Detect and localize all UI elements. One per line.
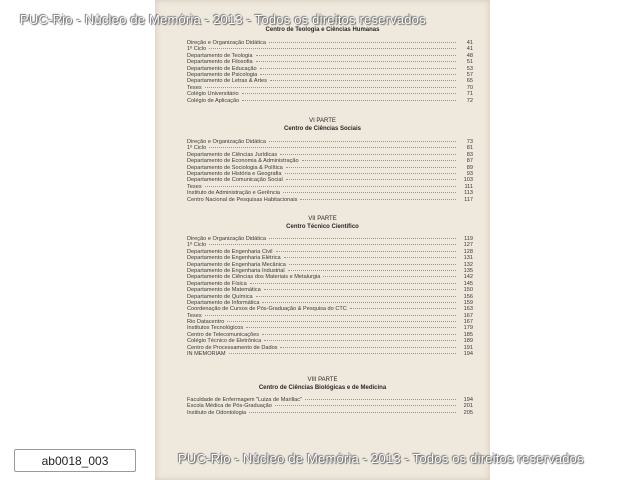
- toc-entry-label: Teses: [187, 183, 202, 190]
- section-part-vi: VI PARTE: [309, 118, 336, 124]
- toc-entry-page: 70: [466, 84, 473, 91]
- toc-leader-dots: [249, 412, 456, 413]
- watermark-top: PUC-Rio - Núcleo de Memória - 2013 - Todos os direitos reservados: [20, 12, 426, 27]
- toc-leader-dots: [242, 100, 456, 101]
- toc-list-biologicas-medicina: [187, 397, 473, 416]
- section-title-teologia: Centro de Teologia e Ciências Humanas: [265, 27, 380, 33]
- toc-entry-page: 156: [463, 293, 473, 300]
- toc-leader-dots: [286, 179, 456, 180]
- toc-entry: [187, 197, 473, 203]
- toc-leader-dots: [269, 42, 456, 43]
- toc-list-teologia: [187, 40, 473, 104]
- toc-entry-page: 194: [463, 351, 473, 358]
- toc-entry-page: 72: [466, 97, 473, 104]
- toc-entry-label: Departamento de Sociologia & Política: [187, 164, 283, 171]
- toc-entry-page: 89: [466, 164, 473, 171]
- toc-entry-page: 93: [466, 170, 473, 177]
- toc-entry-page: 48: [466, 52, 473, 59]
- toc-entry-label: Colégio de Aplicação: [187, 97, 240, 104]
- toc-entry-page: 185: [463, 331, 473, 338]
- toc-leader-dots: [262, 334, 456, 335]
- toc-leader-dots: [300, 199, 456, 200]
- toc-entry-page: 159: [463, 299, 473, 306]
- toc-entry-label: Direção e Organização Didática: [187, 40, 266, 46]
- toc-entry-label: Departamento de Ciências Jurídicas: [187, 151, 278, 158]
- toc-entry-page: 128: [463, 248, 473, 255]
- toc-entry-page: 113: [464, 190, 473, 197]
- toc-leader-dots: [209, 244, 456, 245]
- toc-entry-label: Faculdade de Enfermagem "Luiza de Marillac": [187, 397, 302, 403]
- toc-entry-page: 167: [463, 319, 473, 326]
- toc-entry-page: 73: [466, 139, 473, 145]
- toc-entry-page: 41: [466, 46, 473, 53]
- toc-leader-dots: [260, 68, 456, 69]
- toc-entry-label: Departamento de Teologia: [187, 52, 253, 59]
- toc-entry-page: 163: [463, 306, 473, 313]
- toc-entry-page: 189: [463, 338, 473, 345]
- toc-entry-label: Departamento de Engenharia Elétrica: [187, 255, 281, 262]
- section-part-vii: VII PARTE: [308, 216, 337, 222]
- toc-entry-label: Instituto de Administração e Gerência: [187, 190, 280, 197]
- toc-entry-label: Instituto de Odontologia: [187, 409, 247, 416]
- toc-list-tecnico-cientifico: [187, 236, 473, 357]
- toc-entry: [187, 410, 473, 416]
- toc-entry-label: Departamento de Filosofia: [187, 59, 253, 66]
- toc-leader-dots: [323, 276, 456, 277]
- section-title-tecnico-cientifico: Centro Técnico Científico: [286, 224, 359, 230]
- toc-leader-dots: [256, 61, 456, 62]
- toc-entry-page: 205: [463, 409, 473, 416]
- toc-leader-dots: [280, 347, 456, 348]
- toc-entry-page: 150: [463, 287, 473, 294]
- toc-entry-page: 135: [463, 267, 473, 274]
- toc-leader-dots: [209, 48, 456, 49]
- toc-leader-dots: [289, 264, 456, 265]
- toc-leader-dots: [227, 321, 456, 322]
- toc-leader-dots: [264, 289, 456, 290]
- watermark-bottom: PUC-Rio - Núcleo de Memória - 2013 - Todos os direitos reservados: [178, 451, 584, 466]
- toc-entry-label: Direção e Organização Didática: [187, 139, 266, 145]
- toc-list-ciencias-sociais: [187, 139, 473, 203]
- toc-entry-label: Institutos Tecnológicos: [187, 325, 244, 332]
- toc-entry-label: Direção e Organização Didática: [187, 236, 266, 242]
- toc-entry-page: 83: [466, 151, 473, 158]
- toc-entry-label: IN MEMORIAM: [187, 351, 226, 358]
- toc-leader-dots: [205, 315, 456, 316]
- toc-entry-page: 142: [463, 274, 473, 281]
- toc-entry-page: 65: [466, 78, 473, 85]
- toc-entry-page: 53: [466, 65, 473, 72]
- toc-leader-dots: [205, 186, 456, 187]
- toc-entry-label: Centro de Telecomunicações: [187, 331, 260, 338]
- toc-leader-dots: [283, 192, 456, 193]
- section-title-biologicas-medicina: Centro de Ciências Biológicas e de Medicina: [258, 385, 387, 391]
- toc-entry-label: Colégio Universitário: [187, 91, 239, 98]
- document-id-label: ab0018_003: [14, 449, 136, 472]
- toc-leader-dots: [275, 405, 456, 406]
- toc-entry-label: Departamento de Física: [187, 280, 247, 287]
- toc-entry-page: 41: [466, 40, 473, 46]
- toc-entry-page: 87: [466, 158, 473, 165]
- toc-leader-dots: [229, 353, 456, 354]
- toc-entry-label: Coordenação de Cursos de Pós-Graduação & Pesquisa do CTC: [187, 306, 347, 313]
- toc-entry-label: Departamento de Engenharia Mecânica: [187, 261, 286, 268]
- toc-entry-label: Centro Nacional de Pesquisas Habitacionais: [187, 196, 298, 203]
- toc-leader-dots: [262, 302, 456, 303]
- toc-entry-label: Teses: [187, 84, 202, 91]
- toc-entry: [187, 351, 473, 357]
- toc-leader-dots: [284, 257, 456, 258]
- toc-entry-page: 57: [466, 71, 473, 78]
- toc-leader-dots: [270, 80, 456, 81]
- toc-entry-page: 194: [463, 397, 473, 403]
- toc-entry-label: Departamento de Economia & Administração: [187, 158, 299, 165]
- toc-entry-page: 201: [463, 403, 473, 410]
- toc-entry: [187, 98, 473, 104]
- toc-leader-dots: [250, 283, 456, 284]
- toc-entry-label: Colégio Técnico de Eletrônica: [187, 338, 262, 345]
- toc-leader-dots: [302, 160, 456, 161]
- toc-leader-dots: [280, 154, 456, 155]
- toc-leader-dots: [288, 270, 456, 271]
- toc-leader-dots: [305, 399, 456, 400]
- toc-leader-dots: [260, 74, 456, 75]
- toc-entry-page: 127: [463, 242, 473, 249]
- toc-entry-label: Departamento de Engenharia Industrial: [187, 267, 285, 274]
- toc-entry-page: 111: [464, 183, 473, 190]
- toc-entry-label: Departamento de Engenharia Civil: [187, 248, 273, 255]
- toc-entry-label: Departamento de Informática: [187, 299, 260, 306]
- toc-leader-dots: [276, 251, 456, 252]
- toc-entry-page: 131: [463, 255, 473, 262]
- toc-leader-dots: [269, 141, 456, 142]
- toc-entry-label: Departamento de Comunicação Social: [187, 177, 283, 184]
- toc-leader-dots: [256, 55, 456, 56]
- toc-entry-label: Teses: [187, 312, 202, 319]
- toc-leader-dots: [205, 87, 456, 88]
- toc-entry-page: 179: [463, 325, 473, 332]
- toc-entry-page: 51: [466, 59, 473, 66]
- toc-leader-dots: [285, 173, 456, 174]
- toc-entry-label: 1º Ciclo: [187, 46, 207, 53]
- toc-entry-label: Departamento de Psicologia: [187, 71, 258, 78]
- toc-entry-page: 132: [463, 261, 473, 268]
- toc-entry-page: 119: [464, 236, 473, 242]
- toc-entry-label: Escola Médica de Pós-Graduação: [187, 403, 272, 410]
- toc-entry-page: 191: [463, 344, 473, 351]
- toc-entry-label: Departamento de Química: [187, 293, 253, 300]
- toc-leader-dots: [264, 340, 456, 341]
- toc-entry-page: 167: [463, 312, 473, 319]
- toc-entry-label: Departamento de História e Geografia: [187, 170, 282, 177]
- toc-leader-dots: [246, 327, 456, 328]
- toc-entry-label: Departamento de Educação: [187, 65, 257, 72]
- toc-entry-label: Rio Datacentro: [187, 319, 225, 326]
- section-part-viii: VIII PARTE: [307, 377, 338, 383]
- toc-entry-page: 117: [464, 196, 473, 203]
- toc-entry-page: 145: [463, 280, 473, 287]
- toc-leader-dots: [286, 167, 456, 168]
- toc-leader-dots: [256, 296, 456, 297]
- toc-entry-label: Departamento de Letras & Artes: [187, 78, 267, 85]
- toc-entry-label: 1º Ciclo: [187, 242, 207, 249]
- toc-leader-dots: [269, 238, 456, 239]
- toc-entry-page: 103: [463, 177, 473, 184]
- toc-entry-label: Departamento de Matemática: [187, 287, 261, 294]
- toc-entry-label: Departamento de Ciências dos Materiais e Metalurgia: [187, 274, 321, 281]
- toc-entry-label: Centro de Processamento de Dados: [187, 344, 278, 351]
- toc-entry-label: 1º Ciclo: [187, 145, 207, 152]
- section-title-ciencias-sociais: Centro de Ciências Sociais: [283, 126, 362, 132]
- toc-leader-dots: [242, 93, 456, 94]
- toc-entry-page: 71: [466, 91, 473, 98]
- toc-leader-dots: [209, 147, 456, 148]
- toc-leader-dots: [350, 308, 456, 309]
- toc-entry-page: 81: [466, 145, 473, 152]
